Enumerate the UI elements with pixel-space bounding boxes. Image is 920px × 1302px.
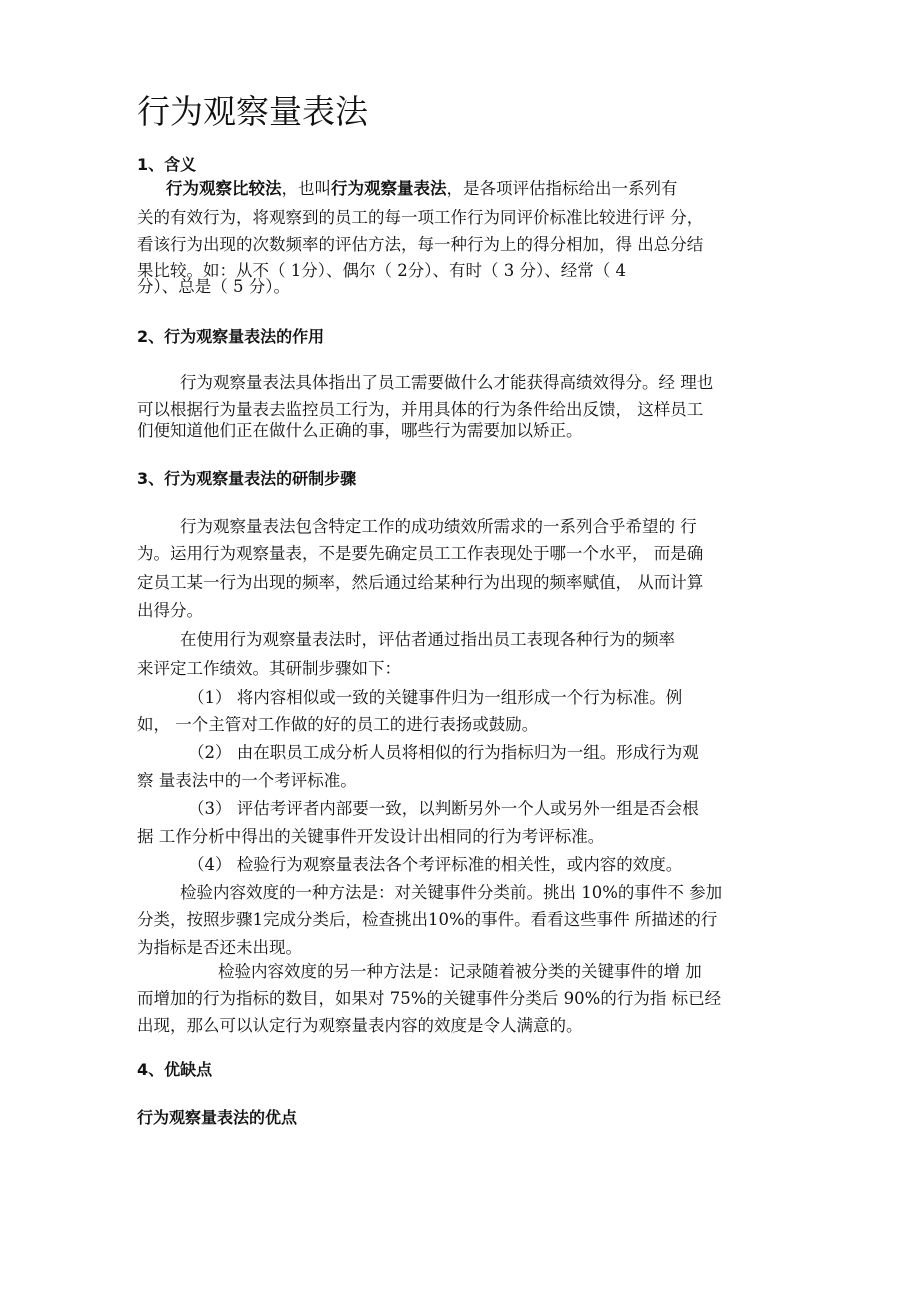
section-1-heading: 1、含义 — [137, 155, 197, 174]
step-3-line-2: 据 工作分析中得出的关键事件开发设计出相同的行为考评标准。 — [137, 827, 605, 846]
section-3-para-2-line-2: 来评定工作绩效。其研制步骤如下： — [137, 659, 401, 678]
document-title: 行为观察量表法 — [137, 92, 368, 131]
section-3-para-1-line-2: 为。运用行为观察量表，不是要先确定员工工作表现处于哪一个水平， 而是确 — [137, 544, 704, 563]
section-2-line-3: 们便知道他们正在做什么正确的事，哪些行为需要加以矫正。 — [137, 421, 583, 440]
section-3-para-4-line-3: 出现，那么可以认定行为观察量表内容的效度是令人满意的。 — [137, 1016, 583, 1035]
section-1-line-1 — [166, 176, 678, 202]
section-1-line-4: 果比较。如：从不（ 1分）、偶尔（ 2分）、有时（ 3 分）、经常（ 4 — [137, 261, 626, 280]
section-3-heading: 3、行为观察量表法的研制步骤 — [137, 469, 357, 488]
step-1-line-2: 如， 一个主管对工作做的好的员工的进行表扬或鼓励。 — [137, 715, 539, 734]
section-1-line-3: 看该行为出现的次数频率的评估方法，每一种行为上的得分相加，得 出总分结 — [137, 235, 704, 254]
section-2-line-2: 可以根据行为量表去监控员工行为，并用具体的行为条件给出反馈， 这样员工 — [137, 400, 704, 419]
section-4-subheading: 行为观察量表法的优点 — [137, 1108, 298, 1127]
section-3-para-1-line-4: 出得分。 — [137, 601, 203, 620]
step-1-line-1: （1） 将内容相似或一致的关键事件归为一组形成一个行为标准。例 — [188, 688, 683, 707]
section-3-para-3-line-1: 检验内容效度的一种方法是：对关键事件分类前。挑出 10%的事件不 参加 — [180, 883, 723, 902]
step-3-line-1: （3） 评估考评者内部要一致，以判断另外一个人或另外一组是否会根 — [188, 799, 699, 818]
section-1-line-2: 关的有效行为，将观察到的员工的每一项工作行为同评价标准比较进行评 分， — [137, 208, 704, 227]
term-behavior-observation-scale: 行为观察量表法 — [331, 179, 447, 198]
section-3-para-3-line-2: 分类，按照步骤1完成分类后，检查挑出10%的事件。看看这些事件 所描述的行 — [137, 910, 718, 929]
section-3-para-1-line-3: 定员工某一行为出现的频率，然后通过给某种行为出现的频率赋值， 从而计算 — [137, 573, 704, 592]
section-3-para-4-line-1: 检验内容效度的另一种方法是：记录随着被分类的关键事件的增 加 — [218, 962, 702, 981]
section-3-para-2-line-1: 在使用行为观察量表法时，评估者通过指出员工表现各种行为的频率 — [180, 630, 675, 649]
section-3-para-4-line-2: 而增加的行为指标的数目，如果对 75%的关键事件分类后 90%的行为指 标已经 — [137, 989, 722, 1008]
section-3-para-3-line-3: 为指标是否还未出现。 — [137, 938, 302, 957]
section-2-line-1: 行为观察量表法具体指出了员工需要做什么才能获得高绩效得分。经 理也 — [180, 373, 714, 392]
step-2-line-2: 察 量表法中的一个考评标准。 — [137, 771, 357, 790]
step-2-line-1: （2） 由在职员工成分析人员将相似的行为指标归为一组。形成行为观 — [188, 743, 699, 762]
text-definition-start: ，是各项评估指标给出一系列有 — [446, 179, 678, 198]
section-4-heading: 4、优缺点 — [137, 1060, 213, 1079]
section-3-para-1-line-1: 行为观察量表法包含特定工作的成功绩效所需求的一系列合乎希望的 行 — [180, 517, 697, 536]
section-1-line-5: 分）、总是（ 5 分）。 — [137, 277, 290, 296]
term-behavior-comparison: 行为观察比较法 — [166, 179, 282, 198]
text-also-called: ，也叫 — [281, 179, 331, 198]
step-4-line-1: （4） 检验行为观察量表法各个考评标准的相关性，或内容的效度。 — [188, 855, 683, 874]
section-2-heading: 2、行为观察量表法的作用 — [137, 327, 325, 346]
